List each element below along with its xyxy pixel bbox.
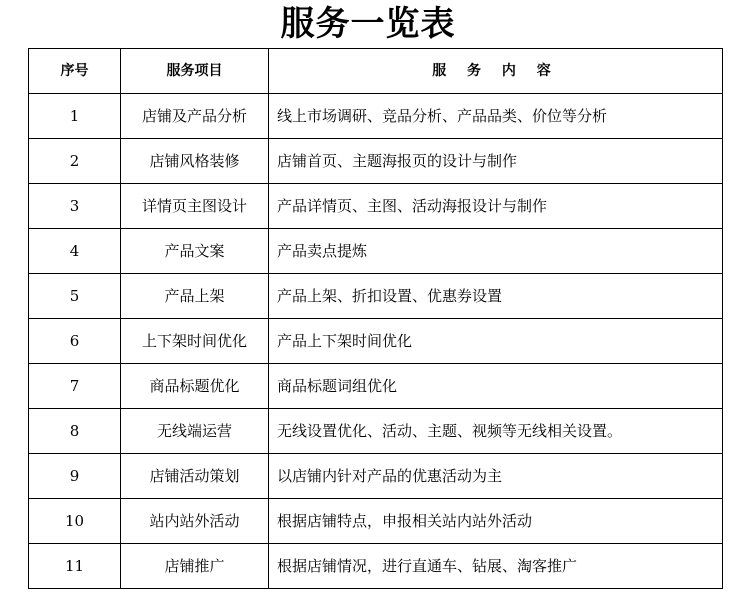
row-service-content: 以店铺内针对产品的优惠活动为主	[269, 454, 723, 499]
row-number: 4	[29, 229, 121, 274]
row-number: 1	[29, 94, 121, 139]
row-number: 3	[29, 184, 121, 229]
header-number: 序号	[29, 49, 121, 94]
table-row	[29, 499, 723, 544]
row-service-item: 产品上架	[121, 274, 269, 319]
table-row	[29, 364, 723, 409]
row-number: 2	[29, 139, 121, 184]
row-service-item: 店铺风格装修	[121, 139, 269, 184]
row-service-content: 产品卖点提炼	[269, 229, 723, 274]
header-service-item: 服务项目	[121, 49, 269, 94]
row-service-item: 店铺及产品分析	[121, 94, 269, 139]
row-service-item: 产品文案	[121, 229, 269, 274]
table-row	[29, 454, 723, 499]
table-row	[29, 544, 723, 589]
table-row	[29, 274, 723, 319]
row-number: 7	[29, 364, 121, 409]
page-title: 服务一览表	[280, 4, 456, 44]
row-service-item: 商品标题优化	[121, 364, 269, 409]
row-service-content: 根据店铺特点，申报相关站内站外活动	[269, 499, 723, 544]
row-service-item: 店铺活动策划	[121, 454, 269, 499]
row-number: 11	[29, 544, 121, 589]
row-service-content: 产品上下架时间优化	[269, 319, 723, 364]
service-table	[28, 48, 723, 589]
row-service-content: 线上市场调研、竞品分析、产品品类、价位等分析	[269, 94, 723, 139]
row-service-content: 店铺首页、主题海报页的设计与制作	[269, 139, 723, 184]
table-row	[29, 184, 723, 229]
row-number: 9	[29, 454, 121, 499]
row-service-content: 无线设置优化、活动、主题、视频等无线相关设置。	[269, 409, 723, 454]
row-service-item: 店铺推广	[121, 544, 269, 589]
row-service-content: 产品详情页、主图、活动海报设计与制作	[269, 184, 723, 229]
table-header-row	[29, 49, 723, 94]
table-row	[29, 409, 723, 454]
row-number: 10	[29, 499, 121, 544]
table-row	[29, 139, 723, 184]
row-number: 5	[29, 274, 121, 319]
table-row	[29, 94, 723, 139]
row-service-item: 上下架时间优化	[121, 319, 269, 364]
header-service-content: 服 务 内 容	[269, 49, 723, 94]
table-row	[29, 319, 723, 364]
row-service-item: 无线端运营	[121, 409, 269, 454]
row-service-item: 站内站外活动	[121, 499, 269, 544]
row-service-item: 详情页主图设计	[121, 184, 269, 229]
table-row	[29, 229, 723, 274]
row-service-content: 商品标题词组优化	[269, 364, 723, 409]
row-service-content: 产品上架、折扣设置、优惠券设置	[269, 274, 723, 319]
row-number: 6	[29, 319, 121, 364]
row-number: 8	[29, 409, 121, 454]
row-service-content: 根据店铺情况，进行直通车、钻展、淘客推广	[269, 544, 723, 589]
